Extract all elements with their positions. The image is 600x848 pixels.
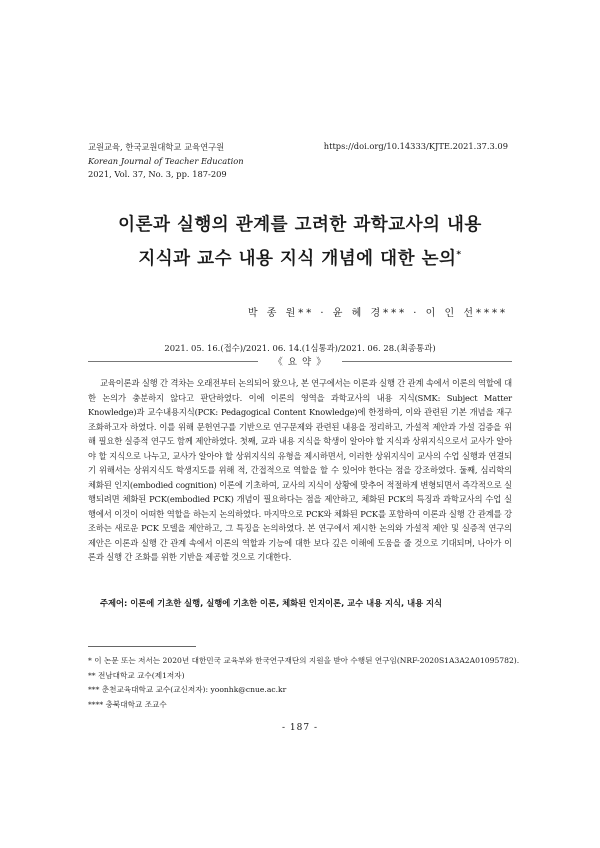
keywords: 주제어: 이론에 기초한 실행, 실행에 기초한 이론, 체화된 인지이론, 교수 내용 지식, 내용 지식 [100,598,443,608]
footnotes [88,654,519,712]
submission-dates: 2021. 05. 16.(접수)/2021. 06. 14.(1심통과)/2021. 06. 28.(최종통과) [164,343,436,353]
page-number: - 187 - [282,723,318,733]
author-list: 박 종 원** · 윤 혜 경*** · 이 인 선**** [247,308,508,319]
footnote-author-2: *** 춘천교육대학교 교수(교신저자): yoonhk@cnue.ac.kr [88,685,287,694]
journal-header [88,141,244,182]
abstract-heading-label: 《 요 약 》 [273,357,327,368]
title-line-2 [0,240,600,274]
doi-link[interactable]: https://doi.org/10.14333/KJTE.2021.37.3.09 [323,141,508,151]
footnote-divider [88,646,196,647]
abstract-body: 교육이론과 실행 간 격차는 오래전부터 논의되어 왔으나, 본 연구에서는 이론과 실행 간 관계 속에서 이론의 역할에 대한 논의가 충분하지 않다고 판단하였다. 이에 이론의 영역을 과학교사의 내용 지식(SMK: Subject Matter Knowledge)과 교수내용지식(PCK: Pedagogical Content Knowledge)에 한정하여, 이와 관련된 기본 개념을 재구조화하고자 하였다. 이를 위해 문헌연구를 기반으로 연구문제와 관련된 내용을 정리하고, 가설적 제안과 가설 검증을 위해 필요한 실증적 연구도 함께 제안하였다. 첫째, 교과 내용 지식을 학생이 알아야 할 지식과 상위지식으로서 교사가 알아야 할 지식으로 나누고, 교사가 알아야 할 상위지식의 유형을 제시하면서, 이러한 상위지식이 교사의 수업 실행과 연결되기 위해서는 상위지식도 학생지도를 위해 적, 간접적으로 역할을 할 수 있어야 한다는 점을 강조하였다. 둘째, 심리학의 체화된 인지(embodied cognition) 이론에 기초하여, 교사의 지식이 상황에 맞추어 적절하게 변형되면서 즉각적으로 실행되려면 체화된 PCK(embodied PCK) 개념이 필요하다는 점을 제안하고, 체화된 PCK의 특징과 과학교사의 수업 실행에서 이것이 어떠한 역할을 하는지 논의하였다. 마지막으로 PCK와 체화된 PCK를 포함하여 이론과 실행 간 관계를 강조하는 새로운 PCK 모델을 제안하고, 그 특징을 논의하였다. 본 연구에서 제시한 논의와 가설적 제안 및 실증적 연구의 제안은 이론과 실행 간 관계 속에서 이론의 역할과 기능에 대한 보다 깊은 이해에 도움을 줄 것으로 기대되며, 나아가 이론과 실행 간 조화를 위한 기반을 제공할 것으로 기대한다. [88,378,512,562]
volume-info: 2021, Vol. 37, No. 3, pp. 187-209 [88,169,227,179]
abstract-divider-right [342,361,512,362]
journal-name-english: Korean Journal of Teacher Education [88,155,244,166]
journal-name-korean: 교원교육, 한국교원대학교 교육연구원 [88,142,225,152]
title-line-1: 이론과 실행의 관계를 고려한 과학교사의 내용 [118,215,482,235]
paper-title [0,210,600,274]
footnote-author-3: **** 충북대학교 조교수 [88,699,167,709]
title-line-2-text: 지식과 교수 내용 지식 개념에 대한 논의 [138,248,457,269]
footnote-author-1: ** 전남대학교 교수(제1저자) [88,670,185,680]
abstract-heading [88,354,512,368]
footnote-funding: * 이 논문 또는 저서는 2020년 대한민국 교육부와 한국연구재단의 지원을 받아 수행된 연구임(NRF-2020S1A3A2A01095782). [88,656,520,665]
title-footnote-marker: * [456,250,462,260]
